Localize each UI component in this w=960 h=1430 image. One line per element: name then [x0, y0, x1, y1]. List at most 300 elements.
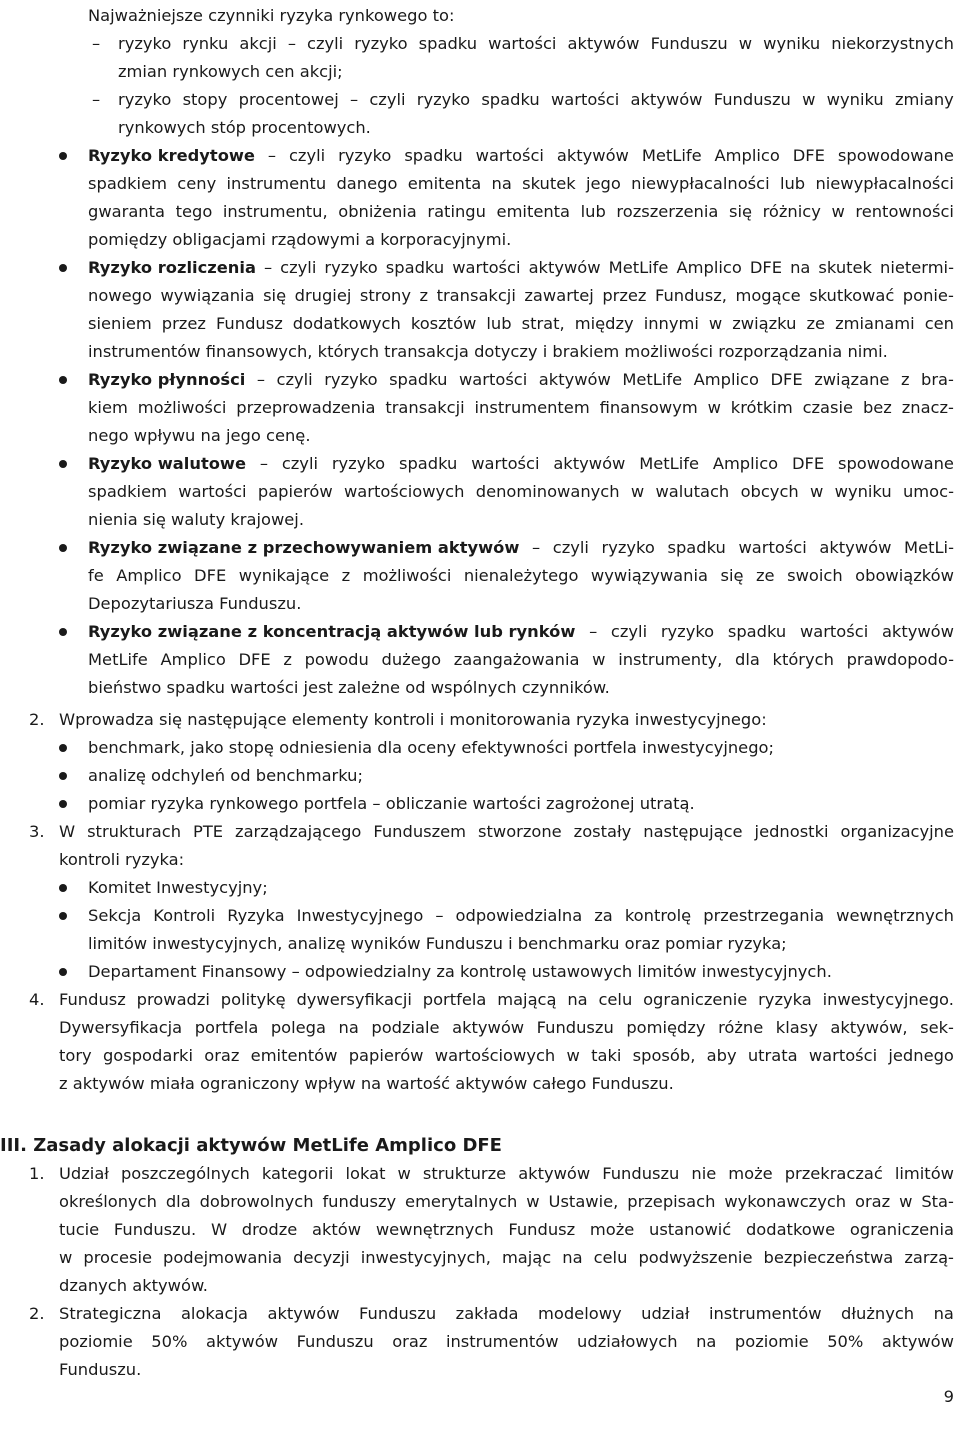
word: zostały — [573, 822, 632, 841]
word: aby — [706, 1046, 737, 1065]
text-line — [59, 1160, 954, 1188]
text-line — [88, 394, 954, 422]
word: mającą — [497, 990, 557, 1009]
word: papierów — [257, 482, 333, 501]
word: instrumenty, — [618, 650, 723, 669]
word: Funduszu — [713, 90, 791, 109]
word: Ustawie, — [548, 1192, 619, 1211]
word: klasy — [775, 1018, 818, 1037]
word: kiem — [88, 398, 128, 417]
word: spadku — [398, 454, 458, 473]
word: ze — [756, 566, 775, 585]
text-line — [59, 986, 954, 1014]
word: w — [526, 1192, 540, 1211]
word: – — [259, 454, 268, 473]
word: fe — [88, 566, 104, 585]
word: strat, — [521, 314, 565, 333]
word: emerytalnych — [405, 1192, 518, 1211]
word: zakłada — [455, 1304, 519, 1323]
bullet-icon — [59, 264, 67, 272]
bullet-icon — [59, 460, 67, 468]
word: zawartej — [524, 286, 594, 305]
word: Strategiczna — [59, 1304, 162, 1323]
word: Funduszu — [602, 1164, 680, 1183]
word: portfela — [194, 1018, 259, 1037]
word: tego — [175, 202, 213, 221]
word: innymi — [643, 314, 699, 333]
word: ustanowić — [649, 1220, 732, 1239]
word: transakcji — [385, 398, 465, 417]
word: czyli — [369, 90, 406, 109]
word: przepisach — [627, 1192, 716, 1211]
word: wartości — [471, 454, 540, 473]
word: Amplico — [693, 370, 759, 389]
word: aktywów — [819, 538, 892, 557]
word: wywiązywania — [590, 566, 708, 585]
word: prawdopodo- — [846, 650, 954, 669]
word: DFE — [792, 146, 825, 165]
word: przeprowadzenia — [236, 398, 376, 417]
word: instrumentów — [708, 1304, 822, 1323]
word: inwestycyjnego. — [822, 990, 954, 1009]
word: aktywów — [553, 454, 626, 473]
word: organizacyjne — [840, 822, 954, 841]
word: niewypłacalności — [631, 174, 770, 193]
word: następujące — [643, 822, 743, 841]
word: w — [630, 482, 645, 501]
word: dla — [165, 1192, 191, 1211]
word: na — [338, 1018, 359, 1037]
word: ratingu — [427, 202, 486, 221]
word: wartościowych — [343, 482, 465, 501]
word: różne — [718, 1018, 764, 1037]
word: decyzji — [293, 1248, 350, 1267]
word: MetLife — [608, 258, 669, 277]
word: dywersyfikacji — [296, 990, 412, 1009]
word: strukturach — [87, 822, 182, 841]
word: gospodarki — [102, 1046, 193, 1065]
word: Amplico — [712, 454, 779, 473]
word: dodatkowe — [745, 1220, 836, 1239]
word: inwestycyjnych, — [360, 1248, 491, 1267]
word: – — [287, 34, 296, 53]
word: danego — [336, 174, 398, 193]
word: niewypłacalności — [815, 174, 954, 193]
word: spadku — [481, 90, 540, 109]
word: oraz — [204, 1046, 240, 1065]
section-heading: III. Zasady alokacji aktywów MetLife Amplico DFE — [0, 1135, 502, 1156]
word: spadku — [418, 34, 478, 53]
word: pomiędzy — [626, 1018, 706, 1037]
text-line: dzanych aktywów. — [59, 1276, 208, 1295]
word: między — [574, 314, 634, 333]
word: instrumentu, — [222, 202, 328, 221]
word: cen — [924, 314, 954, 333]
word: czyli — [552, 538, 589, 557]
word: 50% — [151, 1332, 188, 1351]
word: Fundusz — [59, 990, 126, 1009]
word: wartości — [488, 34, 557, 53]
word: politykę — [220, 990, 286, 1009]
word: spadkiem — [88, 482, 167, 501]
word: aktów — [312, 1220, 362, 1239]
word: wywiązania — [160, 286, 255, 305]
word: Kontroli — [153, 906, 216, 925]
word: nowego — [88, 286, 152, 305]
dash-marker: – — [92, 90, 101, 109]
text-line — [118, 86, 954, 114]
text-line: limitów inwestycyjnych, analizę wyników Funduszu i benchmarku oraz pomiar ryzyka; — [88, 934, 787, 953]
word: jednego — [888, 1046, 954, 1065]
text-line — [88, 170, 954, 198]
word: w — [59, 1248, 73, 1267]
word: z — [419, 286, 429, 305]
word: Funduszu — [650, 34, 728, 53]
word: W — [59, 822, 76, 841]
word: wartości — [475, 146, 544, 165]
point-number: 4. — [29, 990, 45, 1009]
text-line: zmian rynkowych cen akcji; — [118, 62, 343, 81]
text-line: nego wpływu na jego cenę. — [88, 426, 311, 445]
word: Amplico — [714, 146, 780, 165]
point-number: 2. — [29, 1304, 45, 1323]
text-line: rynkowych stóp procentowych. — [118, 118, 371, 137]
word: polega — [270, 1018, 326, 1037]
word: aktywów — [206, 1332, 279, 1351]
word: ponie- — [902, 286, 954, 305]
word: aktywów — [267, 1304, 340, 1323]
word: funduszy — [322, 1192, 397, 1211]
word: zmianami — [835, 314, 915, 333]
word: Sekcja — [88, 906, 142, 925]
word: strukturze — [422, 1164, 507, 1183]
word: – — [263, 258, 273, 277]
word: wykonawczych — [724, 1192, 847, 1211]
text-line — [88, 618, 954, 646]
word: aktywów — [630, 90, 703, 109]
word: Funduszu. — [113, 1220, 197, 1239]
word: wartości — [738, 538, 807, 557]
word: przez — [161, 314, 206, 333]
page-number: 9 — [943, 1387, 954, 1406]
word: bezpieczeństwa — [763, 1248, 894, 1267]
word: taki — [591, 1046, 622, 1065]
word: Ryzyka — [227, 906, 285, 925]
word: może — [728, 1164, 773, 1183]
word: w — [802, 90, 816, 109]
word: w — [831, 202, 845, 221]
word: DFE — [749, 258, 783, 277]
word: Dywersyfikacja — [59, 1018, 183, 1037]
risk-title: Ryzyko kredytowe — [88, 146, 255, 165]
word: spadkiem — [88, 174, 167, 193]
bullet-icon — [59, 744, 67, 752]
risk-item — [0, 450, 960, 534]
word: wewnętrznych — [836, 906, 954, 925]
word: w — [810, 482, 824, 501]
word: rentowności — [855, 202, 954, 221]
risk-list — [0, 142, 960, 702]
word: skutek — [818, 258, 872, 277]
word: oraz — [855, 1192, 891, 1211]
word: Inwestycyjnego — [296, 906, 424, 925]
word: obcych — [740, 482, 799, 501]
bullet-icon — [59, 544, 67, 552]
word: Amplico — [160, 650, 226, 669]
word: MetLife — [88, 650, 148, 669]
word: aktywów, — [830, 1018, 908, 1037]
word: się — [263, 286, 287, 305]
word: z — [900, 370, 910, 389]
word: przekraczać — [784, 1164, 883, 1183]
word: MetLife — [622, 370, 683, 389]
word: celu — [598, 990, 633, 1009]
bullet-icon — [59, 628, 67, 636]
word: wyniku — [826, 90, 884, 109]
bullet-icon — [59, 800, 67, 808]
word: lub — [580, 202, 606, 221]
word: – — [349, 90, 359, 109]
word: swoich — [787, 566, 843, 585]
word: instrumentem — [474, 398, 590, 417]
word: bra- — [921, 370, 954, 389]
word: mogące — [735, 286, 801, 305]
word: ryzyko — [324, 258, 378, 277]
word: portfela — [422, 990, 487, 1009]
word: sposób, — [632, 1046, 696, 1065]
text-line — [59, 1188, 954, 1216]
word: dłużnych — [841, 1304, 915, 1323]
word: nietermi- — [880, 258, 954, 277]
text-line: pomiędzy obligacjami rządowymi a korporacyjnymi. — [88, 230, 512, 249]
word: DFE — [194, 566, 227, 585]
word: przestrzegania — [703, 906, 825, 925]
word: poziomie — [734, 1332, 809, 1351]
text-line: z aktywów miała ograniczony wpływ na wartość aktywów całego Funduszu. — [59, 1074, 674, 1093]
list-item: Departament Finansowy – odpowiedzialny za kontrolę ustawowych limitów inwestycyjnych. — [88, 962, 832, 981]
word: oraz — [392, 1332, 428, 1351]
word: odpowiedzialna — [455, 906, 583, 925]
text-line — [88, 478, 954, 506]
word: udział — [641, 1304, 690, 1323]
word: niekorzystnych — [831, 34, 954, 53]
word: akcji — [239, 34, 277, 53]
word: ograniczenia — [849, 1220, 954, 1239]
word: drodze — [241, 1220, 298, 1239]
risk-title: Ryzyko związane z koncentracją aktywów lub rynków — [88, 622, 576, 641]
word: zarządzającego — [235, 822, 362, 841]
word: MetLi- — [904, 538, 954, 557]
risk-item — [0, 142, 960, 254]
market-risk-section — [0, 2, 960, 142]
word: Sta- — [921, 1192, 954, 1211]
word: udziałowych — [577, 1332, 678, 1351]
word: ograniczenie — [643, 990, 748, 1009]
word: spadku — [667, 538, 726, 557]
word: spadku — [404, 146, 463, 165]
word: wartości — [550, 90, 620, 109]
word: – — [532, 538, 541, 557]
text-line — [88, 254, 954, 282]
word: ryzyko — [354, 34, 408, 53]
word: znacz- — [901, 398, 954, 417]
word: W — [210, 1220, 228, 1239]
word: aktywów — [881, 622, 954, 641]
word: na — [567, 990, 588, 1009]
word: aktywów — [528, 258, 601, 277]
word: MetLife — [641, 146, 702, 165]
word: ryzyko — [416, 90, 471, 109]
word: finansowym — [599, 398, 698, 417]
word: może — [589, 1220, 635, 1239]
word: emitenta — [496, 202, 571, 221]
word: modelowy — [538, 1304, 622, 1323]
bullet-icon — [59, 152, 67, 160]
word: wartości — [458, 370, 528, 389]
word: stworzone — [478, 822, 562, 841]
word: dużego — [381, 650, 442, 669]
text-line: Funduszu. — [59, 1360, 142, 1379]
word: podziale — [371, 1018, 440, 1037]
text-line — [59, 818, 954, 846]
section-3-points — [0, 1160, 960, 1384]
text-line: bieństwo spadku wartości jest zależne od wspólnych czynników. — [88, 678, 610, 697]
word: wyniku — [763, 34, 821, 53]
risk-title: Ryzyko rozliczenia — [88, 258, 256, 277]
word: wartościowych — [434, 1046, 556, 1065]
word: emitentów — [250, 1046, 338, 1065]
dash-list-item — [0, 86, 960, 142]
word: podwyższenie — [638, 1248, 753, 1267]
word: mając — [501, 1248, 552, 1267]
list-item: pomiar ryzyka rynkowego portfela – obliczanie wartości zagrożonej utratą. — [88, 794, 695, 813]
word: celu — [593, 1248, 628, 1267]
word: prowadzi — [136, 990, 210, 1009]
word: się — [728, 202, 752, 221]
word: ze — [806, 314, 826, 333]
word: Funduszem — [373, 822, 467, 841]
word: Fundusz — [215, 314, 283, 333]
word: nie — [691, 1164, 717, 1183]
word: czyli — [610, 622, 648, 641]
word: aktywów — [538, 370, 611, 389]
text-line — [88, 366, 954, 394]
word: się — [720, 566, 744, 585]
word: czyli — [288, 146, 326, 165]
text-line — [88, 562, 954, 590]
word: spowodowane — [837, 146, 954, 165]
text-line — [88, 646, 954, 674]
bullet-icon — [59, 968, 67, 976]
word: DFE — [791, 454, 825, 473]
word: możliwości — [362, 566, 452, 585]
word: alokacja — [180, 1304, 248, 1323]
word: wynikające — [238, 566, 330, 585]
point-2 — [0, 706, 960, 818]
word: spadku — [389, 370, 448, 389]
word: aktywów — [556, 146, 629, 165]
list-item: Komitet Inwestycyjny; — [88, 878, 268, 897]
word: Fundusz, — [654, 286, 727, 305]
word: spowodowane — [837, 454, 954, 473]
word: ryzyka — [758, 990, 812, 1009]
text-line: Depozytariusza Funduszu. — [88, 594, 302, 613]
word: wyniku — [834, 482, 892, 501]
bullet-icon — [59, 772, 67, 780]
point-number: 1. — [29, 1164, 45, 1183]
word: skutkować — [809, 286, 895, 305]
word: spadku — [727, 622, 787, 641]
risk-item — [0, 254, 960, 366]
word: aktywów — [452, 1018, 525, 1037]
word: instrumentów — [445, 1332, 559, 1351]
risk-title: Ryzyko związane z przechowywaniem aktywów — [88, 538, 520, 557]
word: różnicy — [762, 202, 821, 221]
text-line — [59, 1244, 954, 1272]
text-line: kontroli ryzyka: — [59, 850, 185, 869]
text-line — [59, 1042, 954, 1070]
word: aktywów — [518, 1164, 591, 1183]
word: za — [594, 906, 613, 925]
word: rozszerzenia — [616, 202, 719, 221]
word: utrata — [747, 1046, 798, 1065]
word: na — [933, 1304, 954, 1323]
word: ryzyko — [331, 454, 386, 473]
word: powodu — [304, 650, 369, 669]
point-4 — [0, 986, 960, 1098]
word: Amplico — [116, 566, 182, 585]
word: zmiany — [894, 90, 954, 109]
text-line — [59, 1328, 954, 1356]
word: strony — [359, 286, 412, 305]
word: ceny — [177, 174, 217, 193]
word: jednostki — [754, 822, 829, 841]
word: lub — [486, 314, 512, 333]
word: transakcji — [436, 286, 516, 305]
word: lokat — [345, 1164, 386, 1183]
word: na — [696, 1332, 717, 1351]
word: sieniem — [88, 314, 152, 333]
word: lub — [779, 174, 806, 193]
word: kosztów — [410, 314, 477, 333]
word: przez — [602, 286, 647, 305]
word: 50% — [827, 1332, 864, 1351]
word: procesie — [83, 1248, 152, 1267]
word: tucie — [59, 1220, 100, 1239]
text-line: instrumentów finansowych, których transakcja dotyczy i brakiem możliwości rozporządzania nimi. — [88, 342, 888, 361]
word: MetLife — [639, 454, 699, 473]
word: w — [397, 1164, 411, 1183]
text-line — [88, 282, 954, 310]
word: w — [592, 650, 606, 669]
word: – — [435, 906, 444, 925]
word: ryzyko — [324, 370, 378, 389]
risk-item — [0, 534, 960, 618]
word: stopy — [182, 90, 228, 109]
word: zaangażowania — [453, 650, 580, 669]
word: gwaranta — [88, 202, 165, 221]
word: Funduszu — [536, 1018, 614, 1037]
point-number: 3. — [29, 822, 45, 841]
word: – — [589, 622, 598, 641]
word: dla — [735, 650, 760, 669]
word: sek- — [920, 1018, 954, 1037]
word: ryzyko — [118, 90, 172, 109]
point-number: 2. — [29, 710, 45, 729]
text-line — [88, 310, 954, 338]
text-line — [88, 450, 954, 478]
word: skutek — [522, 174, 576, 193]
